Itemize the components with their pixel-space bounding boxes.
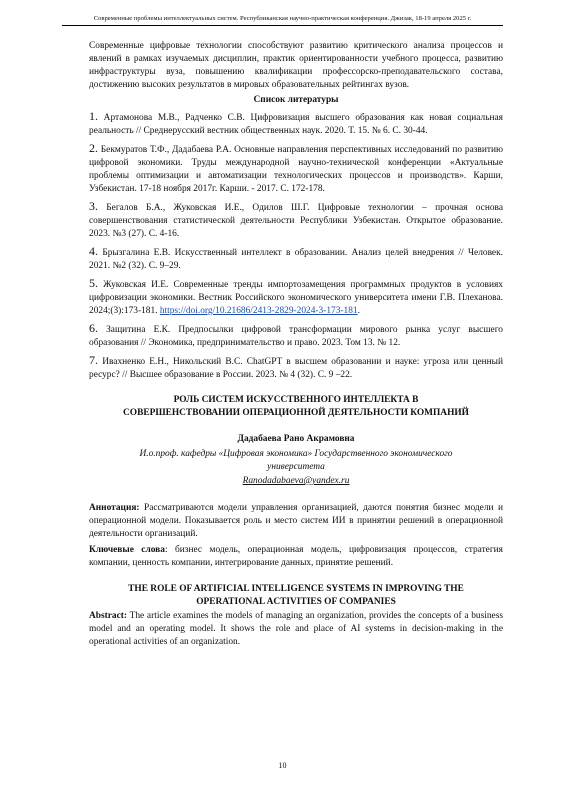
keywords-text: : бизнес модель, операционная модель, цифровизация процессов, стратегия компании, ценность компании, интегрирование данных, принятие решений.: [89, 545, 503, 568]
abstract-label: Аннотация:: [89, 503, 140, 513]
doi-link[interactable]: https://doi.org/10.21686/2413-2829-2024-3-173-181: [159, 306, 358, 316]
article-title: [89, 394, 503, 420]
reference-text: Защитина Е.К. Предпосылки цифровой трансформации мирового рынка услуг высшего образования // Экономика, предпринимательство и право. 2023. Том 13. № 12.: [89, 325, 503, 348]
reference-number: 7.: [89, 353, 98, 367]
article-title-line: СОВЕРШЕНСТВОВАНИИ ОПЕРАЦИОННОЙ ДЕЯТЕЛЬНОСТИ КОМПАНИЙ: [123, 408, 469, 418]
reference-text: Артамонова М.В., Радченко С.В. Цифровизация высшего образования как новая социальная реальность // Среднерусский вестник общественных наук. 2020. Т. 15. № 6. С. 30-44.: [89, 113, 503, 136]
intro-paragraph: Современные цифровые технологии способствуют развитию критического анализа процессов и явлений в рамках изучаемых дисциплин, практик ориентированности учебного процесса, развитию инфраструктуры вуза, повышению квалификации профессорско-преподавательского состава, достижению высоких результатов в мировых образовательных рейтингах вузов.: [89, 41, 503, 90]
abstract-text: Рассматриваются модели управления организацией, даются понятия бизнес модели и операционной модели. Показывается роль и место систем ИИ в принятии решений в операционной деятельности организаций.: [89, 503, 503, 539]
running-header: Современные проблемы интеллектуальных систем. Республиканская научно-практическая конференция. Джизак, 18-19 апреля 2025 г.: [93, 15, 472, 22]
author-email[interactable]: Ranodadabaeva@yandex.ru: [242, 476, 350, 486]
reference-end: .: [357, 306, 360, 316]
reference-number: 4.: [89, 244, 98, 258]
abstract-en: [89, 610, 503, 649]
reference-number: 3.: [89, 199, 98, 213]
english-title-line: THE ROLE OF ARTIFICIAL INTELLIGENCE SYSTEMS IN IMPROVING THE: [128, 584, 464, 594]
en-abstract-label: Abstract:: [89, 611, 128, 621]
reference-number: 1.: [89, 109, 98, 123]
page-number: 10: [278, 761, 287, 770]
reference-item: [89, 322, 503, 350]
reference-text: Ивахненко Е.Н., Никольский В.С. ChatGPT в высшем образовании и науке: угроза или ценный ресурс? // Высшее образование в России. 2023. № 4 (32). С. 9 –22.: [89, 357, 503, 380]
reference-text: Бегалов Б.А., Жуковская И.Е., Одилов Ш.Г. Цифровые технологии – прочная основа совершенствования статистической деятельности Республики Узбекистан. Открытое образование. 2023. №3 (27). С. 4-16.: [89, 203, 503, 239]
reference-number: 6.: [89, 321, 98, 335]
reference-item: [89, 354, 503, 382]
reference-item: [89, 142, 503, 196]
page-content: [89, 40, 503, 649]
reference-text: Брызгалина Е.В. Искусственный интеллект в образовании. Анализ целей внедрения // Человек. 2021. №2 (32). С. 9–29.: [89, 248, 503, 271]
references-title: Список литературы: [253, 95, 339, 105]
english-title: [89, 583, 503, 609]
reference-list: [89, 110, 503, 382]
reference-item: [89, 245, 503, 273]
reference-item: [89, 110, 503, 138]
reference-number: 2.: [89, 141, 98, 155]
keywords-label: Ключевые слова: [89, 545, 165, 555]
author-affiliation: И.о.проф. кафедры «Цифровая экономика» Государственного экономического университета: [139, 449, 453, 472]
author-name: Дадабаева Рано Акрамовна: [237, 434, 355, 444]
abstract-ru: [89, 502, 503, 541]
english-title-line: OPERATIONAL ACTIVITIES OF COMPANIES: [196, 597, 396, 607]
reference-number: 5.: [89, 276, 98, 290]
article-title-line: РОЛЬ СИСТЕМ ИСКУССТВЕННОГО ИНТЕЛЛЕКТА В: [173, 395, 419, 405]
reference-text: Жуковская И.Е. Современные тренды импортозамещения программных продуктов в условиях цифровизации экономики. Вестник Российского экономического университета имени Г.В. Плеханова. 2024;(3):173-181.: [89, 280, 503, 316]
header-rule: [62, 25, 503, 26]
reference-item: [89, 277, 503, 318]
keywords: [89, 544, 503, 570]
en-abstract-text: The article examines the models of managing an organization, provides the concepts of a business model and an operating model. It shows the role and place of AI systems in decision-making in the operational activities of an organization.: [89, 611, 503, 647]
reference-item: [89, 200, 503, 241]
reference-text: Бекмуратов Т.Ф., Дадабаева Р.А. Основные направления перспективных исследований по развитию цифровой экономики. Труды международной научно-технической конференции «Актуальные проблемы оптимизации и автоматизации технологических процессов и производств». Карши, Узбекистан. 17-18 ноября 2017г. Карши. - 2017. С. 172-178.: [89, 145, 503, 194]
